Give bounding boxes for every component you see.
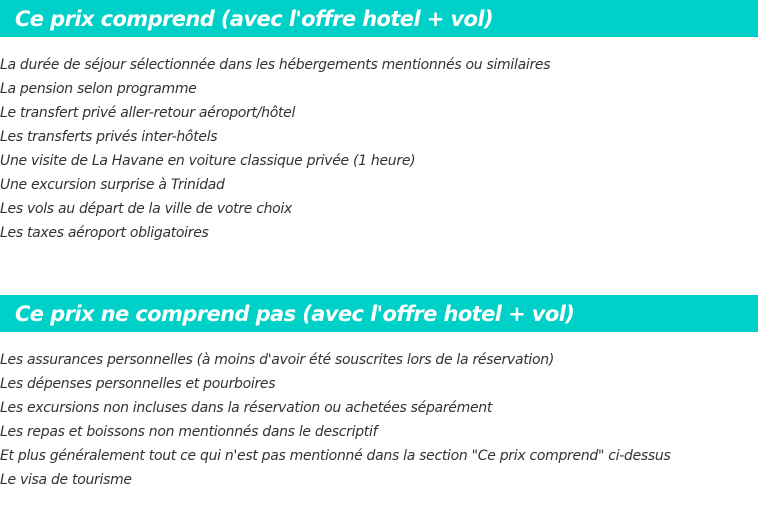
list-item: Les transferts privés inter-hôtels bbox=[0, 129, 218, 145]
list-item: Les taxes aéroport obligatoires bbox=[0, 225, 209, 241]
price-excludes-list bbox=[0, 348, 758, 492]
price-includes-list bbox=[0, 53, 758, 245]
list-item: Et plus généralement tout ce qui n'est pas mentionné dans la section "Ce prix comprend" ci-dessus bbox=[0, 448, 671, 464]
list-item: Les dépenses personnelles et pourboires bbox=[0, 376, 276, 392]
price-includes-banner bbox=[0, 0, 758, 37]
list-item: Les repas et boissons non mentionnés dans le descriptif bbox=[0, 424, 378, 440]
price-includes-section bbox=[0, 0, 758, 245]
list-item: Le transfert privé aller-retour aéroport/hôtel bbox=[0, 105, 296, 121]
price-excludes-section bbox=[0, 295, 758, 492]
price-excludes-banner bbox=[0, 295, 758, 332]
list-item: Les excursions non incluses dans la réservation ou achetées séparément bbox=[0, 400, 493, 416]
list-item: Une visite de La Havane en voiture classique privée (1 heure) bbox=[0, 153, 416, 169]
list-item: Une excursion surprise à Trinidad bbox=[0, 177, 225, 193]
list-item: La durée de séjour sélectionnée dans les hébergements mentionnés ou similaires bbox=[0, 57, 551, 73]
list-item: La pension selon programme bbox=[0, 81, 197, 97]
price-excludes-title: Ce prix ne comprend pas (avec l'offre hotel + vol) bbox=[15, 301, 575, 326]
list-item: Les vols au départ de la ville de votre choix bbox=[0, 201, 293, 217]
price-includes-title: Ce prix comprend (avec l'offre hotel + vol) bbox=[15, 6, 493, 31]
list-item: Les assurances personnelles (à moins d'avoir été souscrites lors de la réservation) bbox=[0, 352, 555, 368]
list-item: Le visa de tourisme bbox=[0, 472, 132, 488]
